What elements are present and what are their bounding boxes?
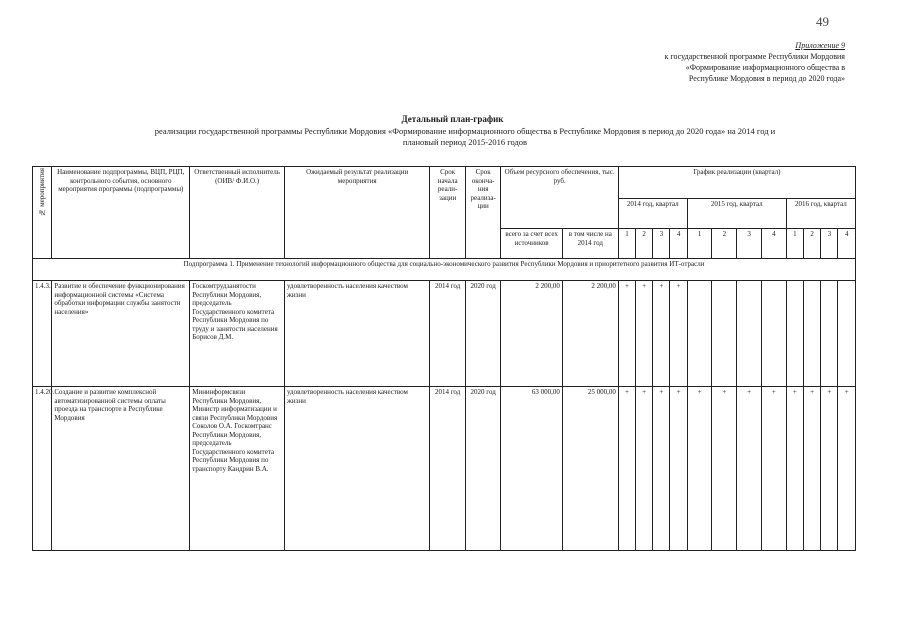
cell-mark: + — [762, 387, 787, 551]
cell-result: удовлетворенность населения качеством жизни — [284, 387, 429, 551]
header-quarter: 3 — [821, 229, 838, 259]
cell-result: удовлетворенность населения качеством жизни — [284, 281, 429, 387]
header-year: 2015 год, квартал — [687, 199, 786, 229]
appendix-label: Приложение 9 — [795, 41, 845, 50]
cell-total: 63 000,00 — [501, 387, 562, 551]
appendix-line: «Формирование информационного общества в — [685, 63, 845, 72]
cell-mark: + — [670, 281, 687, 387]
cell-mark: + — [636, 387, 653, 551]
header-quarter: 3 — [737, 229, 762, 259]
header-quarter: 2 — [636, 229, 653, 259]
cell-mark — [821, 281, 838, 387]
subprogram-row: Подпрограмма 1. Применение технологий информационного общества для социально-экономического развития Республики Мордовия и приоритетного развития ИТ-отрасли — [33, 259, 856, 281]
cell-num: 1.4.20. — [33, 387, 52, 551]
header-quarter: 4 — [762, 229, 787, 259]
cell-mark: + — [670, 387, 687, 551]
cell-mark — [786, 281, 803, 387]
cell-mark: + — [786, 387, 803, 551]
header-name: Наименование подпрограммы, ВЦП, РЦП, контрольного события, основного мероприятия программы (подпрограммы) — [52, 167, 190, 259]
cell-mark: + — [636, 281, 653, 387]
cell-num: 1.4.3. — [33, 281, 52, 387]
cell-2014: 25 000,00 — [562, 387, 618, 551]
cell-mark: + — [838, 387, 856, 551]
page-number: 49 — [816, 14, 829, 29]
cell-mark: + — [712, 387, 737, 551]
cell-responsible: Мининформсвязи Республики Мордовия, Министр информатизации и связи Республики Мордовия Соколов О.А. Госкомтранс Республики Мордовия, председатель Государственного комитета Республики Мордовия по транспорту Кандрин В.А. — [190, 387, 285, 551]
header-num-text: № мероприятия — [37, 168, 46, 217]
document-title: Детальный план-график — [401, 114, 504, 124]
header-quarter: 2 — [803, 229, 820, 259]
header-quarter: 1 — [786, 229, 803, 259]
cell-mark: + — [737, 387, 762, 551]
cell-mark: + — [653, 281, 670, 387]
cell-total: 2 200,00 — [501, 281, 562, 387]
document-subtitle — [70, 126, 860, 148]
cell-end: 2020 год — [465, 281, 501, 387]
cell-name: Развитие и обеспечение функционирования информационной системы «Система обработки информации службы занятости населения» — [52, 281, 190, 387]
header-schedule: График реализации (квартал) — [618, 167, 855, 199]
appendix-line: к государственной программе Республики Мордовия — [664, 52, 845, 61]
cell-2014: 2 200,00 — [562, 281, 618, 387]
cell-mark — [737, 281, 762, 387]
header-volume: Объем ресурсного обеспечения, тыс. руб. — [501, 167, 618, 229]
cell-end: 2020 год — [465, 387, 501, 551]
appendix-note — [545, 40, 845, 84]
header-quarter: 1 — [687, 229, 712, 259]
cell-mark: + — [653, 387, 670, 551]
cell-mark: + — [821, 387, 838, 551]
header-result: Ожидаемый результат реализации мероприятия — [284, 167, 429, 259]
header-quarter: 3 — [653, 229, 670, 259]
cell-mark — [803, 281, 820, 387]
header-year: 2016 год, квартал — [786, 199, 855, 229]
header-quarter: 2 — [712, 229, 737, 259]
subtitle-line: плановый период 2015-2016 годов — [402, 137, 528, 147]
subtitle-line: реализации государственной программы Республики Мордовия «Формирование информационного общества в Республике Мордовия в период до 2020 года» на 2014 год и — [154, 126, 776, 136]
cell-mark: + — [803, 387, 820, 551]
cell-mark: + — [618, 281, 635, 387]
plan-table — [32, 166, 856, 551]
header-year: 2014 год, квартал — [618, 199, 687, 229]
table-row — [33, 281, 856, 387]
header-end: Срок оконча-ния реализа-ции — [465, 167, 501, 259]
cell-mark — [762, 281, 787, 387]
header-vol-2014: в том числе на 2014 год — [562, 229, 618, 259]
header-quarter: 4 — [838, 229, 856, 259]
cell-responsible: Госкомтрудзанятости Республики Мордовия, председатель Государственного комитета Республики Мордовия по труду и занятости населения Борисов Д.М. — [190, 281, 285, 387]
header-start: Срок начала реали-зации — [430, 167, 466, 259]
header-quarter: 1 — [618, 229, 635, 259]
header-quarter: 4 — [670, 229, 687, 259]
header-num — [33, 167, 52, 259]
cell-mark: + — [687, 387, 712, 551]
appendix-line: Республике Мордовия в период до 2020 года» — [688, 74, 845, 83]
header-responsible: Ответственный исполнитель (ОИВ/ Ф.И.О.) — [190, 167, 285, 259]
cell-start: 2014 год — [430, 387, 466, 551]
cell-mark — [712, 281, 737, 387]
cell-mark — [838, 281, 856, 387]
cell-mark — [687, 281, 712, 387]
cell-name: Создание и развитие комплексной автоматизированной системы оплаты проезда на транспорте в Республике Мордовия — [52, 387, 190, 551]
header-vol-total: всего за счет всех источников — [501, 229, 562, 259]
table-row — [33, 387, 856, 551]
cell-start: 2014 год — [430, 281, 466, 387]
cell-mark: + — [618, 387, 635, 551]
